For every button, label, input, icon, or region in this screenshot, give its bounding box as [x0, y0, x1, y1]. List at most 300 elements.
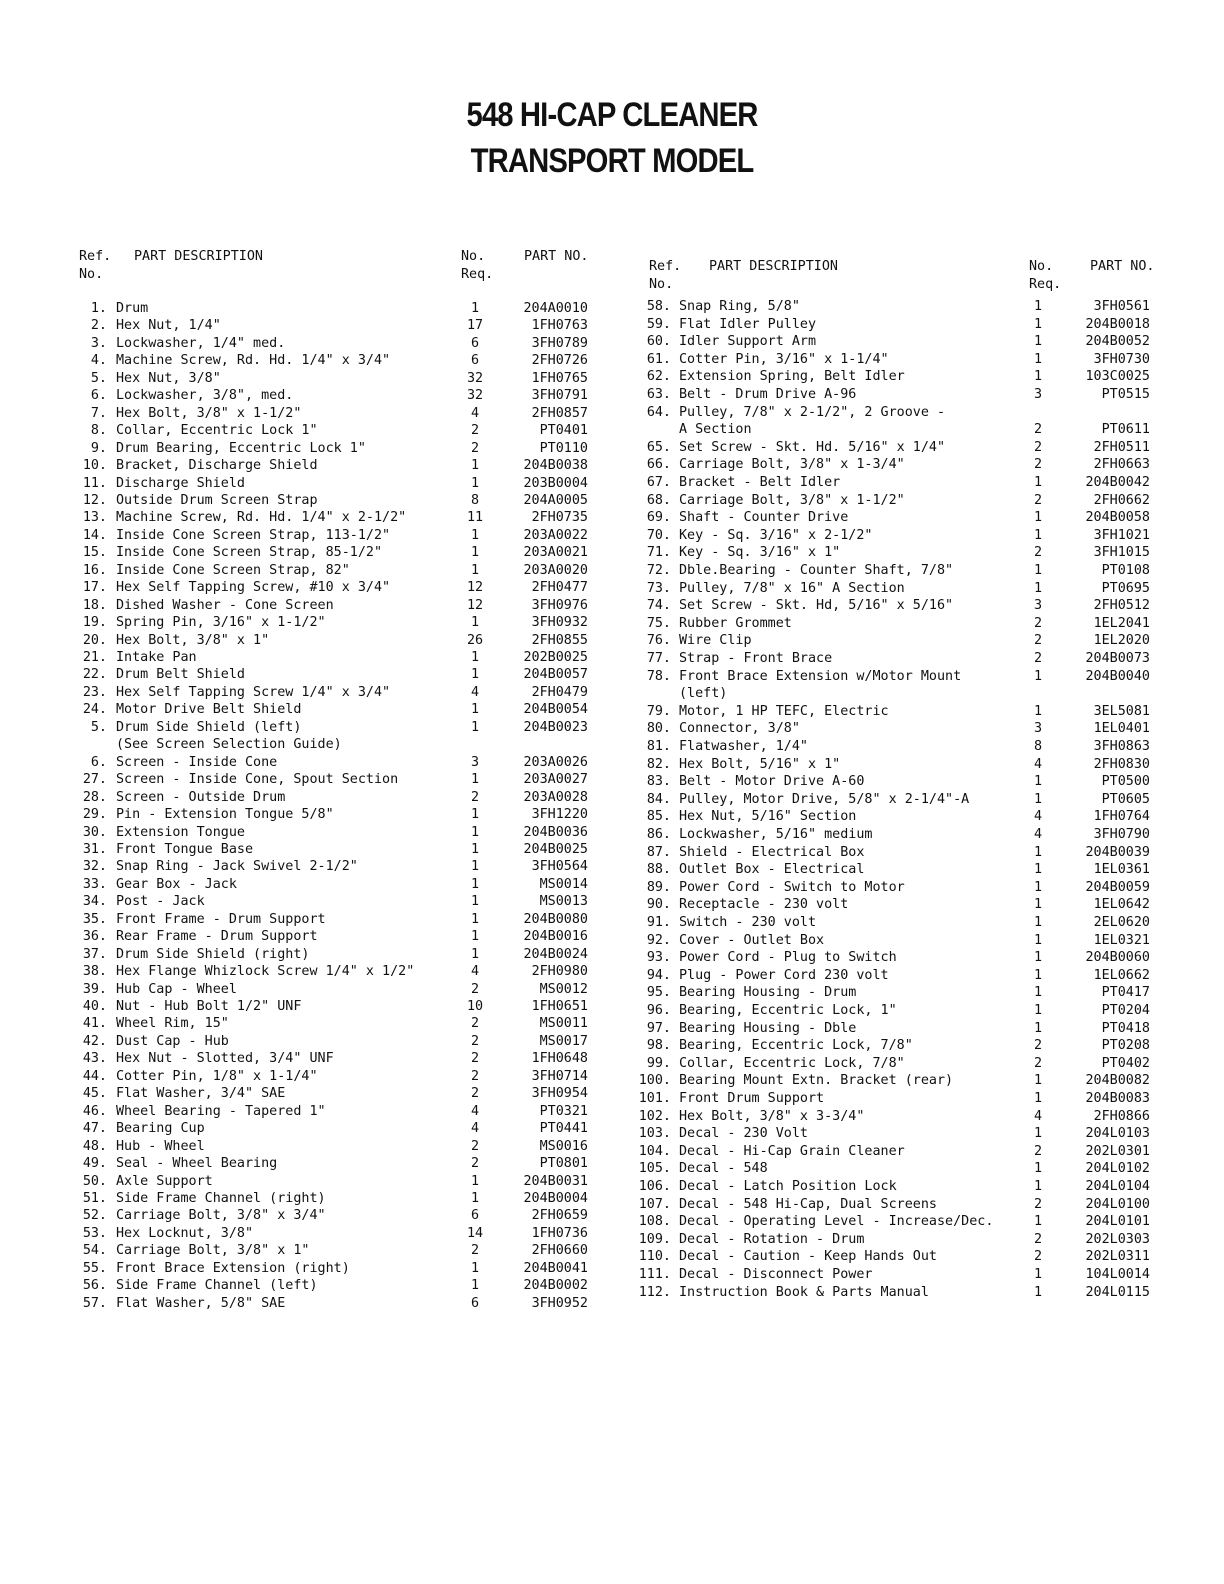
quantity-required: 1	[1033, 985, 1043, 1001]
part-description: Shaft - Counter Drive	[679, 510, 849, 526]
parts-row	[0, 1143, 1224, 1161]
ref-number: 22.	[82, 667, 107, 683]
ref-number: 96.	[646, 1003, 671, 1018]
part-number: 204A0010	[523, 301, 588, 316]
part-description: Dust Cap - Hub	[116, 1033, 229, 1049]
part-number: 203A0020	[523, 562, 588, 578]
ref-number: 103.	[638, 1126, 671, 1142]
part-description: Axle Support	[116, 1173, 213, 1189]
quantity-required: 3	[1033, 721, 1043, 737]
part-number: PT0401	[539, 423, 588, 439]
part-number: 204B0016	[523, 929, 588, 945]
part-description: Intake Pan	[116, 650, 197, 665]
part-number: 3FH0952	[531, 1295, 588, 1311]
ref-number: 99.	[646, 1055, 671, 1071]
part-description: Bearing, Eccentric Lock, 7/8"	[679, 1038, 913, 1054]
part-description: Shield - Electrical Box	[679, 844, 865, 860]
ref-number: 14.	[82, 527, 107, 543]
ref-number: 7.	[90, 405, 107, 421]
quantity-required: 4	[1033, 1108, 1043, 1124]
parts-row	[0, 1090, 1224, 1108]
part-description: Hex Bolt, 3/8" x 1"	[116, 632, 270, 648]
qty-header-req: Req.	[461, 267, 494, 282]
parts-row	[0, 544, 1224, 562]
part-description: Flatwasher, 1/4"	[679, 739, 808, 754]
quantity-required: 1	[1033, 1003, 1043, 1018]
parts-row	[0, 1266, 1224, 1284]
part-number: 3FH0730	[1093, 351, 1150, 367]
ref-number: 51.	[82, 1190, 107, 1206]
part-description: Key - Sq. 3/16" x 1"	[679, 545, 841, 561]
ref-number: 106.	[638, 1179, 671, 1194]
parts-row	[0, 984, 1224, 1002]
part-description: Front Brace Extension w/Motor Mount	[679, 668, 962, 684]
part-number-header: PART NO.	[524, 249, 589, 264]
quantity-required: 1	[1033, 475, 1043, 490]
part-description: Carriage Bolt, 3/8" x 1-1/2"	[679, 492, 905, 508]
ref-number: 67.	[646, 475, 671, 490]
part-number: 2FH0866	[1093, 1108, 1150, 1124]
quantity-required: 1	[1033, 1267, 1043, 1282]
quantity-required: 1	[1033, 1126, 1043, 1142]
parts-row	[0, 1072, 1224, 1090]
parts-row	[0, 879, 1224, 897]
quantity-required: 1	[1033, 1020, 1043, 1036]
part-number: PT0801	[539, 1156, 588, 1172]
part-number: 3FH1220	[531, 807, 588, 823]
part-description: Rubber Grommet	[679, 615, 792, 631]
quantity-required: 4	[470, 405, 480, 421]
parts-row	[0, 580, 1224, 598]
part-description: Lockwasher, 3/8", med.	[116, 388, 294, 404]
part-description: Hex Bolt, 3/8" x 3-3/4"	[679, 1108, 865, 1124]
part-number: 204L0115	[1085, 1284, 1150, 1300]
part-description: (left)	[679, 686, 728, 702]
part-number: 2FH0662	[1093, 492, 1150, 508]
part-number: PT0418	[1101, 1020, 1150, 1036]
part-number: 1EL0401	[1093, 721, 1150, 737]
part-number: 1EL2020	[1093, 633, 1150, 649]
part-description: Post - Jack	[116, 894, 205, 910]
ref-number: 17.	[82, 580, 107, 596]
part-description: Cover - Outlet Box	[679, 932, 825, 948]
part-description: Decal - Hi-Cap Grain Cleaner	[679, 1143, 905, 1159]
quantity-required: 1	[470, 911, 480, 927]
part-number: 2FH0735	[531, 510, 588, 526]
part-number: 204B0057	[523, 667, 588, 683]
part-description: Carriage Bolt, 3/8" x 1-3/4"	[679, 457, 905, 473]
ref-number: 75.	[646, 615, 671, 631]
part-description: Plug - Power Cord 230 volt	[679, 967, 889, 983]
part-description: Drum Side Shield (left)	[116, 719, 302, 735]
part-number: 3FH0714	[531, 1068, 588, 1084]
ref-number: 82.	[646, 756, 671, 772]
part-number: 2FH0726	[531, 353, 588, 369]
quantity-required: 1	[470, 702, 480, 718]
quantity-required: 1	[1033, 791, 1043, 807]
quantity-required: 1	[1033, 1284, 1043, 1300]
quantity-required: 1	[1033, 510, 1043, 526]
part-description: Connector, 3/8"	[679, 721, 800, 737]
part-description: Bearing, Eccentric Lock, 1"	[679, 1003, 897, 1018]
parts-row	[0, 1196, 1224, 1214]
part-description: Front Frame - Drum Support	[116, 911, 326, 927]
part-number: 203A0022	[523, 527, 588, 543]
part-description: Hex Nut, 5/16" Section	[679, 809, 857, 825]
parts-row	[0, 932, 1224, 950]
quantity-required: 1	[1033, 563, 1043, 578]
part-number: 2FH0477	[531, 580, 588, 596]
part-number-header: PART NO.	[1090, 259, 1155, 274]
part-description: Gear Box - Jack	[116, 876, 237, 892]
ref-number: 13.	[82, 510, 107, 526]
quantity-required: 1	[470, 545, 480, 561]
quantity-required: 1	[1033, 915, 1043, 930]
parts-row	[0, 1178, 1224, 1196]
part-number: 1FH0651	[531, 999, 588, 1014]
ref-number: 109.	[638, 1231, 671, 1247]
parts-row	[0, 756, 1224, 774]
ref-number: 2.	[90, 318, 107, 334]
part-number: 202L0311	[1085, 1249, 1150, 1265]
part-number: 204B0073	[1085, 651, 1150, 666]
part-description: Drum Belt Shield	[116, 667, 245, 683]
part-description: Hex Self Tapping Screw 1/4" x 3/4"	[116, 684, 391, 700]
parts-row	[0, 896, 1224, 914]
part-description: Front Tongue Base	[116, 841, 254, 857]
quantity-required: 4	[470, 964, 480, 980]
ref-number: 47.	[82, 1121, 107, 1137]
part-number: 1EL2041	[1093, 615, 1150, 631]
quantity-required: 14	[466, 1225, 484, 1241]
quantity-required: 1	[1033, 897, 1043, 913]
part-description: Carriage Bolt, 3/8" x 1"	[116, 1243, 310, 1259]
quantity-required: 2	[1033, 1143, 1043, 1159]
parts-row	[0, 773, 1224, 791]
part-description: Set Screw - Skt. Hd, 5/16" x 5/16"	[679, 598, 954, 614]
ref-number: 31.	[82, 841, 107, 857]
part-number: 3FH1021	[1093, 527, 1150, 543]
part-description: Belt - Motor Drive A-60	[679, 774, 865, 790]
part-description: Drum Bearing, Eccentric Lock 1"	[116, 440, 366, 456]
quantity-required: 2	[1033, 1055, 1043, 1071]
part-description: Pulley, 7/8" x 16" A Section	[679, 580, 905, 596]
quantity-required: 4	[470, 1103, 480, 1119]
ref-number: 28.	[82, 789, 107, 805]
part-description: Switch - 230 volt	[679, 915, 817, 930]
parts-row	[0, 967, 1224, 985]
part-number: 204B0083	[1085, 1091, 1150, 1106]
part-number: 2FH0663	[1093, 457, 1150, 473]
ref-number: 88.	[646, 862, 671, 878]
part-number: 2FH0512	[1093, 598, 1150, 614]
parts-row	[0, 632, 1224, 650]
part-number: 204B0042	[1085, 475, 1150, 490]
part-number: 204B0059	[1085, 879, 1150, 895]
ref-number: 6.	[90, 754, 107, 770]
part-description: Discharge Shield	[116, 475, 245, 491]
part-description: Key - Sq. 3/16" x 2-1/2"	[679, 527, 873, 543]
quantity-required: 1	[1033, 1091, 1043, 1106]
ref-number: 38.	[82, 964, 107, 980]
part-description: Carriage Bolt, 3/8" x 3/4"	[116, 1208, 326, 1224]
part-description: (See Screen Selection Guide)	[116, 737, 342, 753]
quantity-required: 2	[470, 1243, 480, 1259]
part-number: 1FH0765	[531, 370, 588, 386]
part-description: Front Drum Support	[679, 1091, 825, 1106]
part-number: 204B0024	[523, 946, 588, 962]
parts-row	[0, 949, 1224, 967]
part-number: 204L0100	[1085, 1196, 1150, 1212]
quantity-required: 1	[470, 458, 480, 474]
part-description: Wheel Rim, 15"	[116, 1016, 229, 1032]
ref-number: 55.	[82, 1260, 107, 1276]
ref-number: 108.	[638, 1214, 671, 1230]
ref-number: 44.	[82, 1068, 107, 1084]
quantity-required: 2	[470, 1138, 480, 1154]
part-description: Screen - Inside Cone	[116, 754, 278, 770]
ref-number: 45.	[82, 1086, 107, 1102]
ref-number: 48.	[82, 1138, 107, 1154]
part-description: Bearing Housing - Drum	[679, 985, 857, 1001]
part-description: Lockwasher, 5/16" medium	[679, 827, 873, 842]
ref-number: 29.	[82, 807, 107, 823]
part-number: 2FH0659	[531, 1208, 588, 1224]
quantity-required: 1	[1033, 316, 1043, 332]
part-description: Decal - Disconnect Power	[679, 1267, 873, 1282]
ref-number: 58.	[646, 299, 671, 314]
part-number: 204B0082	[1085, 1073, 1150, 1089]
ref-number: 66.	[646, 457, 671, 473]
part-description: Bracket - Belt Idler	[679, 475, 841, 490]
quantity-required: 2	[470, 1033, 480, 1049]
ref-number: 85.	[646, 809, 671, 825]
part-number: MS0011	[539, 1016, 588, 1032]
qty-header: No.	[461, 249, 486, 264]
part-description: Snap Ring, 5/8"	[679, 299, 800, 314]
parts-row	[0, 685, 1224, 703]
part-description: Hub - Wheel	[116, 1138, 205, 1154]
quantity-required: 2	[470, 440, 480, 456]
part-number: 2FH0511	[1093, 439, 1150, 455]
quantity-required: 2	[1033, 651, 1043, 666]
part-description: Set Screw - Skt. Hd. 5/16" x 1/4"	[679, 439, 946, 455]
ref-number: 80.	[646, 721, 671, 737]
ref-number: 81.	[646, 739, 671, 754]
ref-header-no: No.	[649, 277, 674, 292]
part-number: 1EL0642	[1093, 897, 1150, 913]
quantity-required: 1	[470, 527, 480, 543]
ref-number: 43.	[82, 1051, 107, 1067]
part-description: Hex Nut - Slotted, 3/4" UNF	[116, 1051, 334, 1067]
parts-row	[0, 562, 1224, 580]
part-number: 1FH0764	[1093, 809, 1150, 825]
ref-number: 68.	[646, 492, 671, 508]
quantity-required: 6	[470, 1295, 480, 1311]
part-number: 2FH0830	[1093, 756, 1150, 772]
part-description: Receptacle - 230 volt	[679, 897, 849, 913]
qty-header: No.	[1029, 259, 1054, 274]
ref-number: 93.	[646, 950, 671, 966]
part-number: PT0321	[539, 1103, 588, 1119]
quantity-required: 1	[1033, 844, 1043, 860]
quantity-required: 1	[1033, 1179, 1043, 1194]
ref-number: 107.	[638, 1196, 671, 1212]
ref-number: 105.	[638, 1161, 671, 1177]
ref-number: 95.	[646, 985, 671, 1001]
parts-row	[0, 808, 1224, 826]
quantity-required: 26	[466, 632, 484, 648]
ref-number: 20.	[82, 632, 107, 648]
part-number: 1FH0763	[531, 318, 588, 334]
parts-row	[0, 368, 1224, 386]
parts-row	[0, 1037, 1224, 1055]
ref-number: 78.	[646, 668, 671, 684]
ref-number: 104.	[638, 1143, 671, 1159]
ref-number: 42.	[82, 1033, 107, 1049]
ref-number: 110.	[638, 1249, 671, 1265]
ref-number: 33.	[82, 876, 107, 892]
ref-number: 64.	[646, 404, 671, 420]
ref-number: 91.	[646, 915, 671, 930]
part-number: 3FH0932	[531, 615, 588, 631]
quantity-required: 1	[470, 562, 480, 578]
part-description: Machine Screw, Rd. Hd. 1/4" x 3/4"	[116, 353, 391, 369]
quantity-required: 2	[1033, 633, 1043, 649]
ref-number: 90.	[646, 897, 671, 913]
part-number: 204B0060	[1085, 950, 1150, 966]
part-description: Drum Side Shield (right)	[116, 946, 310, 962]
parts-row	[0, 421, 1224, 439]
ref-number: 92.	[646, 932, 671, 948]
ref-number: 74.	[646, 598, 671, 614]
part-number: 103C0025	[1085, 369, 1150, 385]
quantity-required: 6	[470, 353, 480, 369]
part-number: 204B0041	[523, 1260, 588, 1276]
parts-row	[0, 1160, 1224, 1178]
quantity-required: 1	[470, 929, 480, 945]
part-number: 204B0002	[523, 1278, 588, 1294]
parts-row	[0, 720, 1224, 738]
part-description: Hex Bolt, 3/8" x 1-1/2"	[116, 405, 302, 421]
ref-number: 52.	[82, 1208, 107, 1224]
part-number: 2FH0855	[531, 632, 588, 648]
quantity-required: 2	[1033, 545, 1043, 561]
quantity-required: 1	[470, 719, 480, 735]
ref-number: 59.	[646, 316, 671, 332]
parts-row	[0, 316, 1224, 334]
quantity-required: 2	[470, 1068, 480, 1084]
part-description: Decal - Operating Level - Increase/Dec.	[679, 1214, 994, 1230]
part-description: Outside Drum Screen Strap	[116, 492, 318, 508]
quantity-required: 6	[470, 335, 480, 351]
quantity-required: 1	[470, 894, 480, 910]
part-description: Front Brace Extension (right)	[116, 1260, 350, 1276]
parts-row	[0, 1125, 1224, 1143]
quantity-required: 4	[470, 1121, 480, 1137]
part-number: 204B0039	[1085, 844, 1150, 860]
part-description: Wheel Bearing - Tapered 1"	[116, 1103, 326, 1119]
quantity-required: 1	[1033, 950, 1043, 966]
ref-number: 53.	[82, 1225, 107, 1241]
part-number: 202B0025	[523, 650, 588, 665]
parts-row	[0, 492, 1224, 510]
quantity-required: 1	[1033, 527, 1043, 543]
quantity-required: 2	[470, 1156, 480, 1172]
part-description: Machine Screw, Rd. Hd. 1/4" x 2-1/2"	[116, 510, 407, 526]
ref-number: 94.	[646, 967, 671, 983]
part-number: 204B0004	[523, 1190, 588, 1206]
ref-number: 65.	[646, 439, 671, 455]
ref-number: 34.	[82, 894, 107, 910]
part-number: 204L0103	[1085, 1126, 1150, 1142]
part-description: Strap - Front Brace	[679, 651, 833, 666]
ref-number: 87.	[646, 844, 671, 860]
part-number: MS0012	[539, 981, 588, 997]
quantity-required: 1	[1033, 932, 1043, 948]
ref-number: 84.	[646, 791, 671, 807]
quantity-required: 1	[1033, 351, 1043, 367]
quantity-required: 1	[470, 876, 480, 892]
ref-number: 5.	[90, 719, 107, 735]
quantity-required: 1	[1033, 1214, 1043, 1230]
part-description: Lockwasher, 1/4" med.	[116, 335, 286, 351]
quantity-required: 8	[470, 492, 480, 508]
parts-row	[0, 456, 1224, 474]
part-number: 1EL0321	[1093, 932, 1150, 948]
part-description: Screen - Inside Cone, Spout Section	[116, 772, 399, 788]
parts-row	[0, 844, 1224, 862]
ref-number: 63.	[646, 387, 671, 402]
quantity-required: 2	[1033, 457, 1043, 473]
part-description: Pin - Extension Tongue 5/8"	[116, 807, 334, 823]
part-description: Collar, Eccentric Lock, 7/8"	[679, 1055, 905, 1071]
quantity-required: 1	[1033, 1073, 1043, 1089]
quantity-required: 1	[1033, 774, 1043, 790]
part-number: MS0013	[539, 894, 588, 910]
part-number: 2FH0980	[531, 964, 588, 980]
ref-number: 35.	[82, 911, 107, 927]
ref-number: 77.	[646, 651, 671, 666]
quantity-required: 1	[1033, 299, 1043, 314]
ref-number: 10.	[82, 458, 107, 474]
ref-header: Ref.	[649, 259, 682, 274]
quantity-required: 1	[470, 841, 480, 857]
part-description: Outlet Box - Electrical	[679, 862, 865, 878]
part-number: MS0016	[539, 1138, 588, 1154]
ref-header: Ref.	[79, 249, 112, 264]
part-number: 3FH0791	[531, 388, 588, 404]
quantity-required: 1	[470, 475, 480, 491]
part-number: 203A0021	[523, 545, 588, 561]
part-number: 2EL0620	[1093, 915, 1150, 930]
parts-row	[0, 527, 1224, 545]
parts-row	[0, 791, 1224, 809]
parts-row	[0, 861, 1224, 879]
part-number: 204B0052	[1085, 334, 1150, 350]
ref-number: 8.	[90, 423, 107, 439]
parts-row	[0, 298, 1224, 316]
ref-number: 15.	[82, 545, 107, 561]
part-number: PT0108	[1101, 563, 1150, 578]
part-number: 2FH0660	[531, 1243, 588, 1259]
quantity-required: 1	[470, 1190, 480, 1206]
ref-number: 32.	[82, 859, 107, 875]
part-number: 204B0040	[1085, 668, 1150, 684]
quantity-required: 2	[470, 423, 480, 439]
quantity-required: 4	[1033, 756, 1043, 772]
quantity-required: 2	[470, 1051, 480, 1067]
